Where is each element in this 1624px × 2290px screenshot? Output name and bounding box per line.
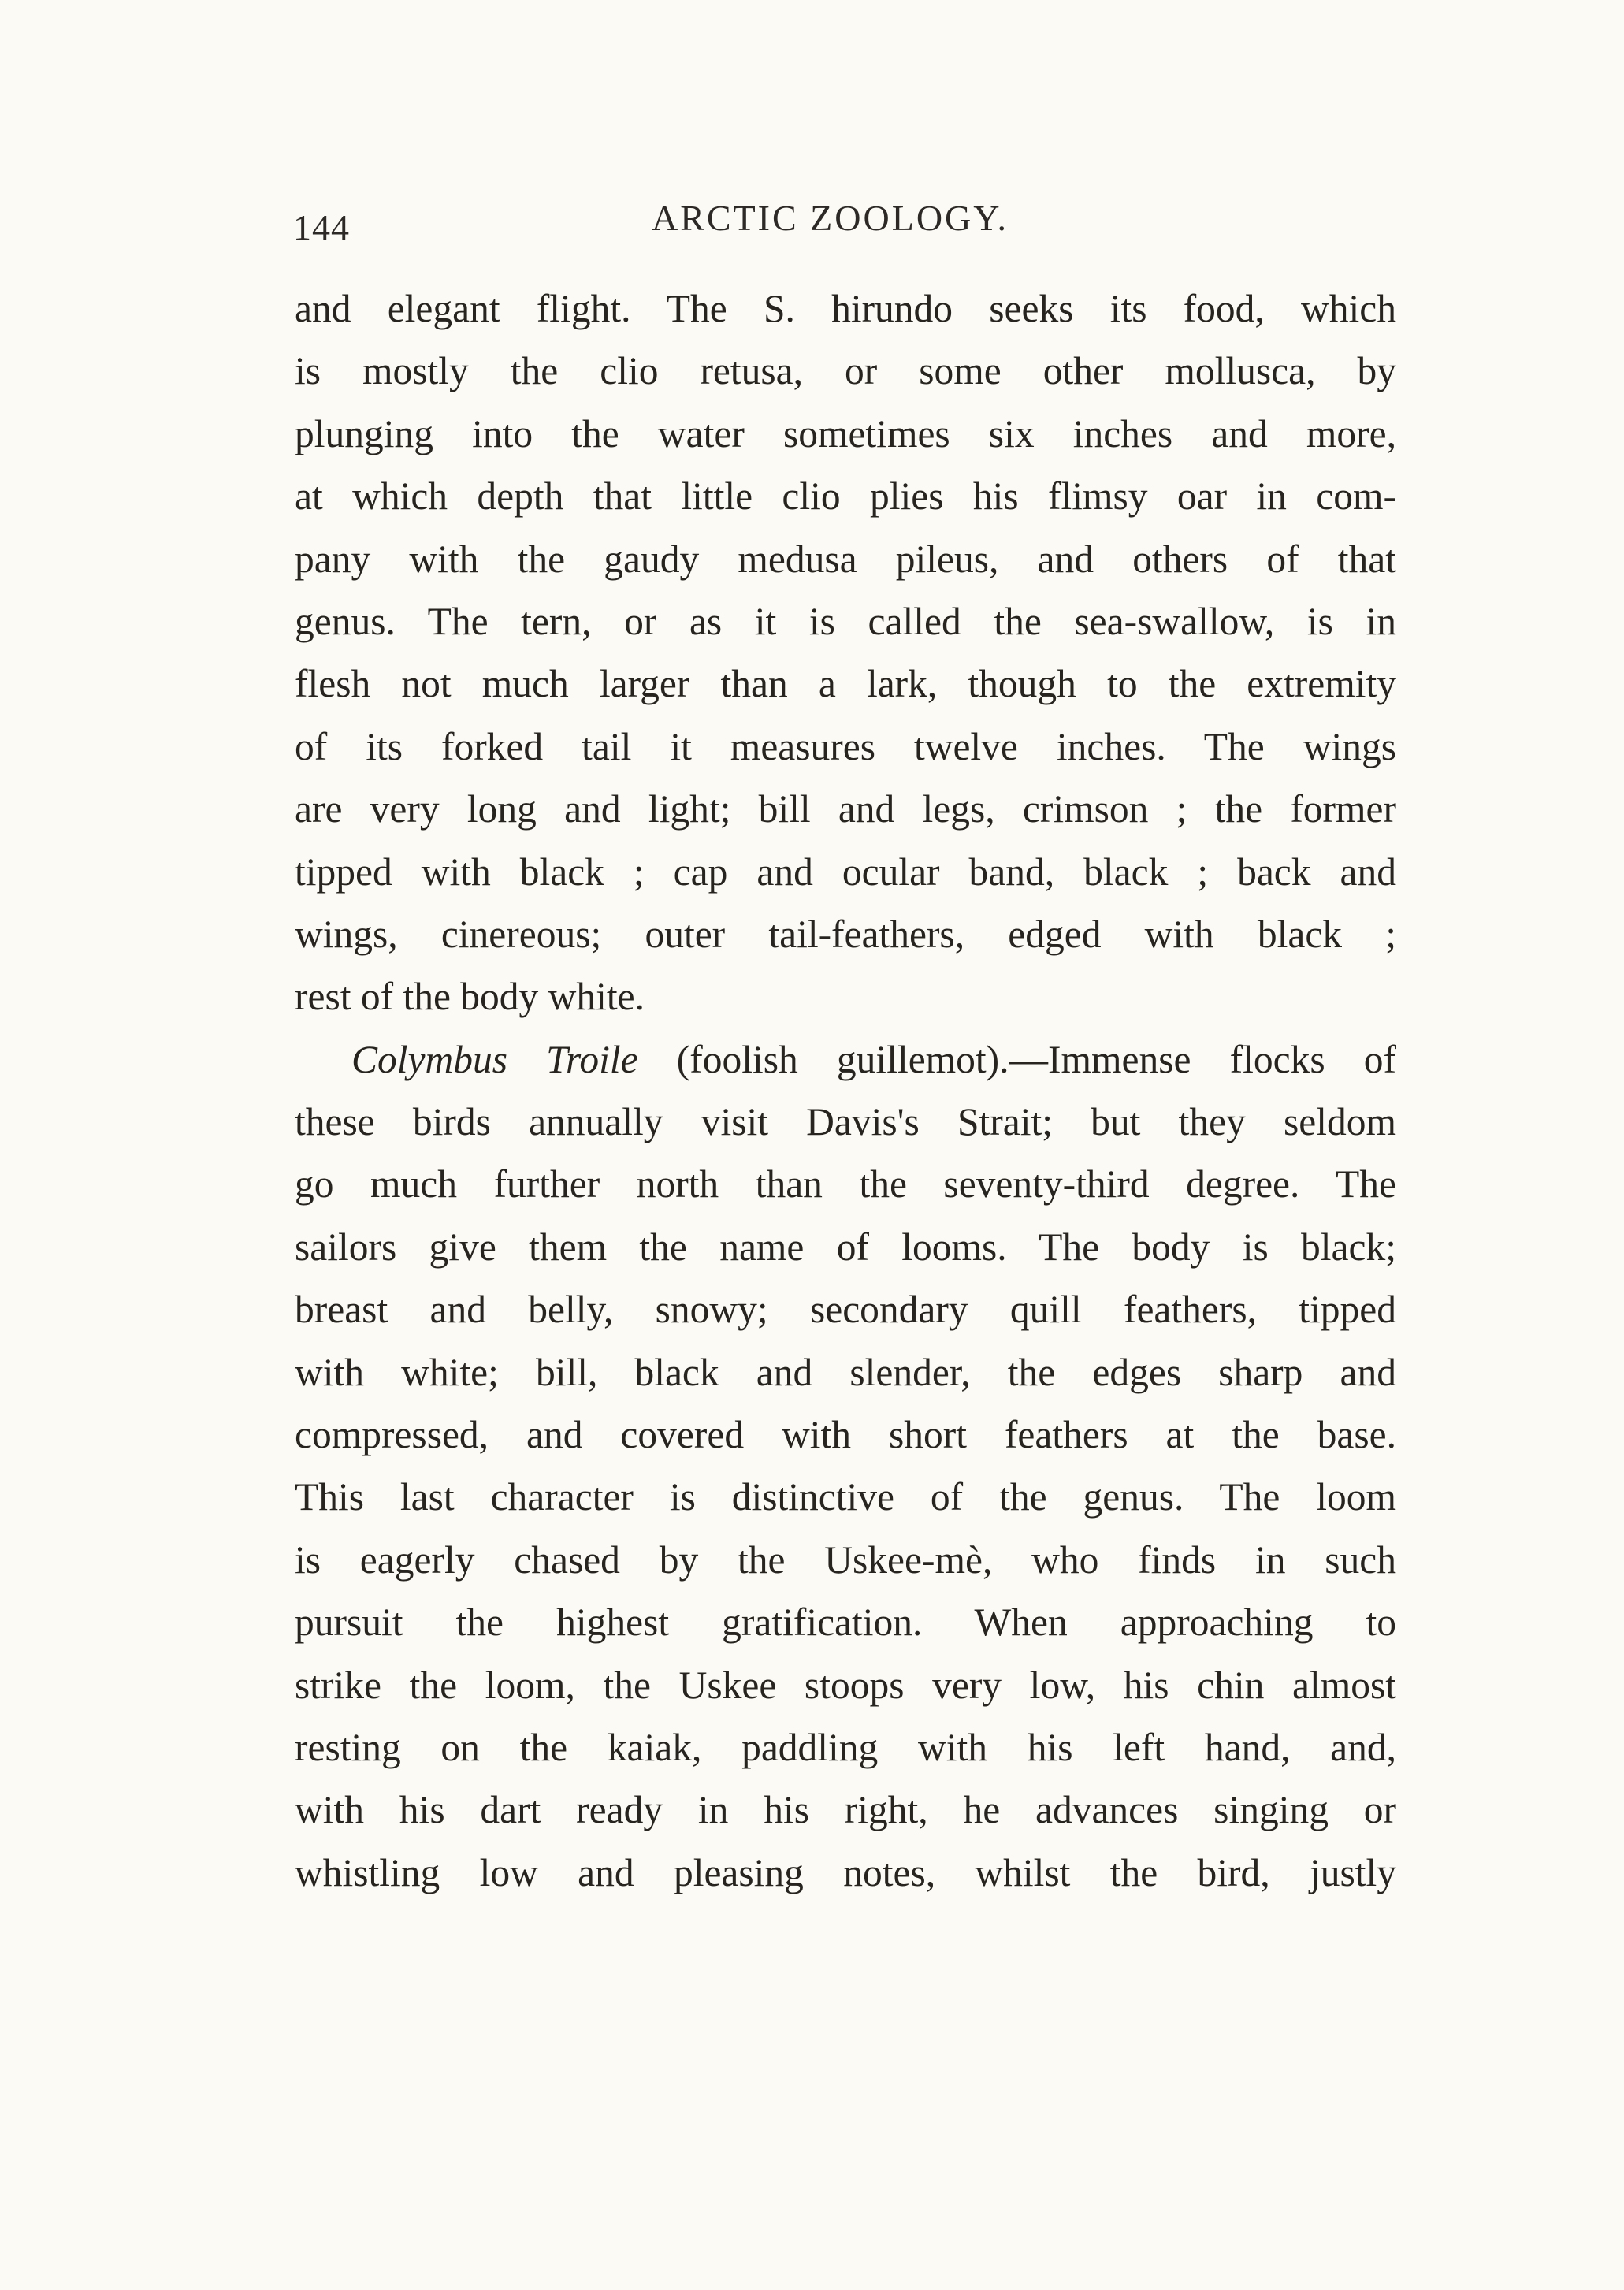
text-line: of its forked tail it measures twelve inches. The wings [295, 724, 1396, 768]
text-line: sailors give them the name of looms. The body is black; [295, 1225, 1396, 1269]
text-line: pany with the gaudy medusa pileus, and others of that [295, 537, 1396, 581]
text-line: these birds annually visit Davis's Strait; but they seldom [295, 1100, 1396, 1144]
text-line: whistling low and pleasing notes, whilst the bird, justly [295, 1850, 1396, 1894]
text-line: compressed, and covered with short feathers at the base. [295, 1413, 1396, 1457]
paragraph-tern [295, 277, 1396, 1028]
text-line: go much further north than the seventy-third degree. The [295, 1162, 1396, 1206]
paragraph-guillemot [295, 1028, 1396, 1904]
text-line-rest: (foolish guillemot).—Immense flocks of [637, 1037, 1396, 1081]
text-line: breast and belly, snowy; secondary quill feathers, tipped [295, 1288, 1396, 1332]
text-line: is mostly the clio retusa, or some other mollusca, by [295, 349, 1396, 393]
text-line: are very long and light; bill and legs, crimson ; the former [295, 787, 1396, 831]
text-line: pursuit the highest gratification. When approaching to [295, 1600, 1396, 1645]
text-line [295, 1028, 1396, 1091]
text-line: flesh not much larger than a lark, though to the extremity [295, 662, 1396, 706]
body-text [295, 277, 1396, 1904]
page-number: 144 [293, 207, 350, 247]
text-line: tipped with black ; cap and ocular band, black ; back and [295, 849, 1396, 894]
text-line: rest of the body white. [295, 975, 645, 1019]
running-head: ARCTIC ZOOLOGY. [652, 198, 1009, 238]
text-line: genus. The tern, or as it is called the sea-swallow, is in [295, 599, 1396, 643]
text-line: at which depth that little clio plies his flimsy oar in com- [295, 474, 1396, 519]
text-line: resting on the kaiak, paddling with his left hand, and, [295, 1725, 1396, 1769]
text-line: with white; bill, black and slender, the edges sharp and [295, 1350, 1396, 1394]
text-line: This last character is distinctive of the genus. The loom [295, 1475, 1396, 1519]
species-name: Colymbus Troile [351, 1037, 638, 1081]
text-line: strike the loom, the Uskee stoops very low, his chin almost [295, 1663, 1396, 1707]
text-line: and elegant flight. The S. hirundo seeks its food, which [295, 287, 1396, 330]
text-line: wings, cinereous; outer tail-feathers, edged with black ; [295, 912, 1396, 956]
text-line: is eagerly chased by the Uskee-mè, who finds in such [295, 1537, 1396, 1582]
text-line: with his dart ready in his right, he advances singing or [295, 1788, 1396, 1832]
page-header [293, 189, 1396, 260]
text-line: plunging into the water sometimes six inches and more, [295, 411, 1396, 455]
